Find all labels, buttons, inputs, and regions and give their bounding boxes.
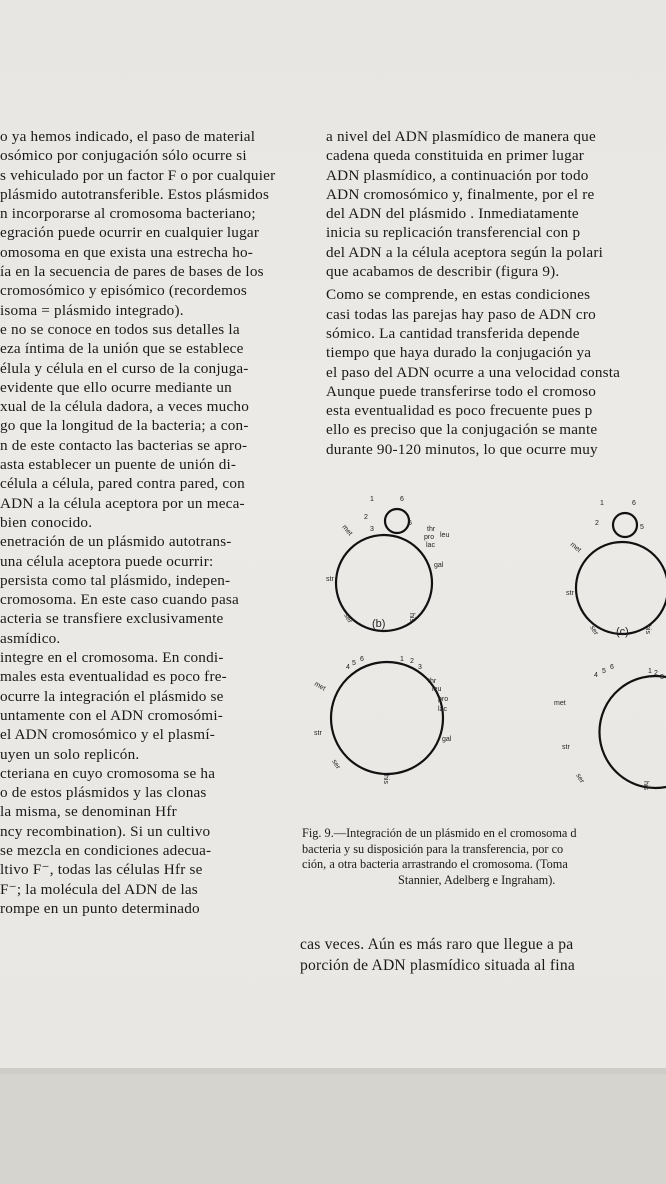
left-column-line: evidente que ello ocurre mediante un xyxy=(0,378,232,396)
left-column-line: s vehiculado por un factor F o por cualquier xyxy=(0,166,276,184)
right-column-mid-line: durante 90-120 minutos, lo que ocurre muy xyxy=(326,440,598,458)
label-1-d: 1 xyxy=(400,656,404,663)
left-column-line: isoma = plásmido integrado). xyxy=(0,301,184,319)
label-6-e: 6 xyxy=(610,664,614,671)
left-column-line: ncy recombination). Si un cultivo xyxy=(0,822,211,840)
left-column-line: integre en el cromosoma. En condi- xyxy=(0,649,224,667)
plasmid-circle-c xyxy=(613,513,637,537)
panel-b-label: (b) xyxy=(372,618,386,630)
left-column-line: xual de la célula dadora, a veces mucho xyxy=(0,398,249,416)
right-column-mid-line: esta eventualidad es poco frecuente pues p xyxy=(326,402,593,420)
label-lac-b: lac xyxy=(426,542,435,549)
panel-c-diagram xyxy=(566,500,666,638)
right-column-top-line: que acabamos de describir (figura 9). xyxy=(326,263,560,281)
label-2-c: 2 xyxy=(595,520,599,527)
right-column-top-line: inicia su replicación transferencial con p xyxy=(326,224,581,242)
label-str-d: str xyxy=(314,730,322,737)
left-column-line: cteriana en cuyo cromosoma se ha xyxy=(0,764,216,782)
figure-caption xyxy=(302,826,666,888)
left-column-line: ocurre la integración el plásmido se xyxy=(0,687,224,705)
label-gal-b: gal xyxy=(434,562,444,569)
left-column-line: males esta eventualidad es poco fre- xyxy=(0,668,227,686)
label-6-c: 6 xyxy=(632,500,636,507)
left-column-line: osómico por conjugación sólo ocurre si xyxy=(0,147,247,165)
right-column-bottom-line: cas veces. Aún es más raro que llegue a pa xyxy=(300,936,574,953)
label-6-b: 6 xyxy=(400,496,404,503)
left-column-line: se mezcla en condiciones adecua- xyxy=(0,841,212,859)
label-lac-d: lac xyxy=(438,706,447,713)
left-column-line: una célula aceptora puede ocurrir: xyxy=(0,552,214,570)
label-met-b: met xyxy=(340,523,354,538)
label-his-c: his xyxy=(644,625,651,634)
label-met-d: met xyxy=(313,680,327,693)
panel-d-diagram xyxy=(313,656,452,784)
label-1-e: 1 xyxy=(648,668,652,675)
label-2-e: 2 xyxy=(654,670,658,677)
label-4-e: 4 xyxy=(594,672,598,679)
label-6-d: 6 xyxy=(360,656,364,663)
left-column-line: la misma, se denominan Hfr xyxy=(0,803,177,821)
left-column-line: rompe en un punto determinado xyxy=(0,899,200,917)
left-column-line: ADN a la célula aceptora por un meca- xyxy=(0,494,245,512)
label-his-b: his xyxy=(408,613,415,622)
right-column-mid-line: ello es preciso que la conjugación se mante xyxy=(326,421,598,439)
plasmid-circle-b xyxy=(385,509,409,533)
label-his-e: his xyxy=(642,781,649,790)
label-5-d: 5 xyxy=(352,660,356,667)
left-column-line: omosoma en que exista una estrecha ho- xyxy=(0,243,254,261)
label-leu-d: leu xyxy=(432,686,442,693)
label-1-c: 1 xyxy=(600,500,604,507)
label-ser-e: ser xyxy=(574,772,586,785)
left-column-line: bien conocido. xyxy=(0,513,93,531)
label-thr-b: thr xyxy=(427,526,436,533)
integrated-chromosome-e xyxy=(599,676,666,788)
left-column-line: persista como tal plásmido, indepen- xyxy=(0,571,231,589)
panel-b-diagram xyxy=(326,496,449,631)
left-column-line: egración puede ocurrir en cualquier lugar xyxy=(0,224,260,242)
left-column-line: plásmido autotransferible. Estos plásmidos xyxy=(0,185,270,203)
left-column-line: untamente con el ADN cromosómi- xyxy=(0,706,223,724)
left-column-line: F⁻; la molécula del ADN de las xyxy=(0,880,198,898)
left-column-line: ltivo F⁻, todas las células Hfr se xyxy=(0,861,203,879)
left-column-line: cromosómico y episómico (recordemos xyxy=(0,282,247,300)
label-4-d: 4 xyxy=(346,664,350,671)
label-str-c: str xyxy=(566,590,574,597)
label-ser-c: ser xyxy=(588,624,600,637)
left-column-line: acteria se transfiere exclusivamente xyxy=(0,610,224,628)
label-met-e: met xyxy=(554,700,566,707)
label-5-b: 5 xyxy=(408,520,412,527)
label-3-e: 3 xyxy=(660,674,664,681)
label-ser-b: ser xyxy=(342,612,354,625)
chromosome-circle-c xyxy=(576,542,666,634)
right-column-mid-line: tiempo que haya durado la conjugación ya xyxy=(326,344,592,362)
integrated-chromosome-d xyxy=(331,662,443,774)
label-pro-d: pro xyxy=(438,696,449,703)
label-3-d: 3 xyxy=(418,664,422,671)
left-column-line: n de este contacto las bacterias se apro- xyxy=(0,436,248,454)
left-column-line: asmídico. xyxy=(0,629,61,647)
label-met-c: met xyxy=(568,541,583,555)
right-column-bottom-text xyxy=(300,934,666,976)
right-column-mid-line: sómico. La cantidad transferida depende xyxy=(326,324,580,342)
label-2-d: 2 xyxy=(410,658,414,665)
right-column-mid-line: Como se comprende, en estas condiciones xyxy=(326,286,591,304)
left-column-line: enetración de un plásmido autotrans- xyxy=(0,533,232,551)
left-column-line: asta establecer un puente de unión di- xyxy=(0,456,237,474)
left-column-line: o de estos plásmidos y las clonas xyxy=(0,784,207,802)
right-column-mid-line: casi todas las parejas hay paso de ADN cro xyxy=(326,305,596,323)
left-column-line: eza íntima de la unión que se establece xyxy=(0,340,244,358)
left-column-text xyxy=(0,127,312,918)
label-his-d: his xyxy=(382,775,389,784)
label-1-b: 1 xyxy=(370,496,374,503)
left-column-line: élula y célula en el curso de la conjuga- xyxy=(0,359,249,377)
label-thr-d: thr xyxy=(428,678,437,685)
left-column-line: e no se conoce en todos sus detalles la xyxy=(0,320,240,338)
label-pro-b: pro xyxy=(424,534,435,541)
left-column-line: go que la longitud de la bacteria; a con- xyxy=(0,417,249,435)
left-column-line: el ADN cromosómico y el plasmí- xyxy=(0,726,215,744)
caption-line: Fig. 9.—Integración de un plásmido en el cromosoma d xyxy=(302,826,577,840)
label-ser-d: ser xyxy=(330,758,342,771)
label-leu-b: leu xyxy=(440,532,450,539)
right-column-top-line: a nivel del ADN plasmídico de manera que xyxy=(326,128,596,145)
right-column-bottom-line: porción de ADN plasmídico situada al fina xyxy=(300,957,575,974)
label-str-e: str xyxy=(562,744,570,751)
left-column-line: ía en la secuencia de pares de bases de los xyxy=(0,263,264,281)
right-column-mid-line: Aunque puede transferirse todo el cromoso xyxy=(326,382,597,400)
label-5-e: 5 xyxy=(602,668,606,675)
right-column-top-line: cadena queda constituida en primer lugar xyxy=(326,147,585,165)
right-column-top-line: ADN cromosómico y, finalmente, por el re xyxy=(326,185,595,203)
label-3-b: 3 xyxy=(370,526,374,533)
caption-line: ción, a otra bacteria arrastrando el cromosoma. (Toma xyxy=(302,857,568,872)
figure-9-plasmid-integration xyxy=(300,485,666,805)
surface-below-page xyxy=(0,1074,666,1184)
caption-line: Stannier, Adelberg e Ingraham). xyxy=(398,872,556,887)
left-column-line: célula a célula, pared contra pared, con xyxy=(0,475,245,493)
right-column-text xyxy=(326,127,666,459)
label-2-b: 2 xyxy=(364,514,368,521)
right-column-top-line: del ADN del plásmido . Inmediatamente xyxy=(326,205,579,223)
right-column-top-line: ADN plasmídico, a continuación por todo xyxy=(326,166,589,184)
left-column-line: n incorporarse al cromosoma bacteriano; xyxy=(0,205,256,223)
panel-c-label: (c) xyxy=(616,626,629,638)
panel-e-diagram xyxy=(554,664,666,790)
right-column-mid-line: el paso del ADN ocurre a una velocidad consta xyxy=(326,363,621,381)
caption-line: bacteria y su disposición para la transferencia, por co xyxy=(302,841,564,856)
label-gal-d: gal xyxy=(442,736,452,743)
label-str-b: str xyxy=(326,576,334,583)
left-column-line: uyen un solo replicón. xyxy=(0,745,140,763)
label-5-c: 5 xyxy=(640,524,644,531)
right-column-top-line: del ADN a la célula aceptora según la polari xyxy=(326,243,603,261)
left-column-line: cromosoma. En este caso cuando pasa xyxy=(0,591,239,609)
left-column-line: o ya hemos indicado, el paso de material xyxy=(0,128,256,145)
